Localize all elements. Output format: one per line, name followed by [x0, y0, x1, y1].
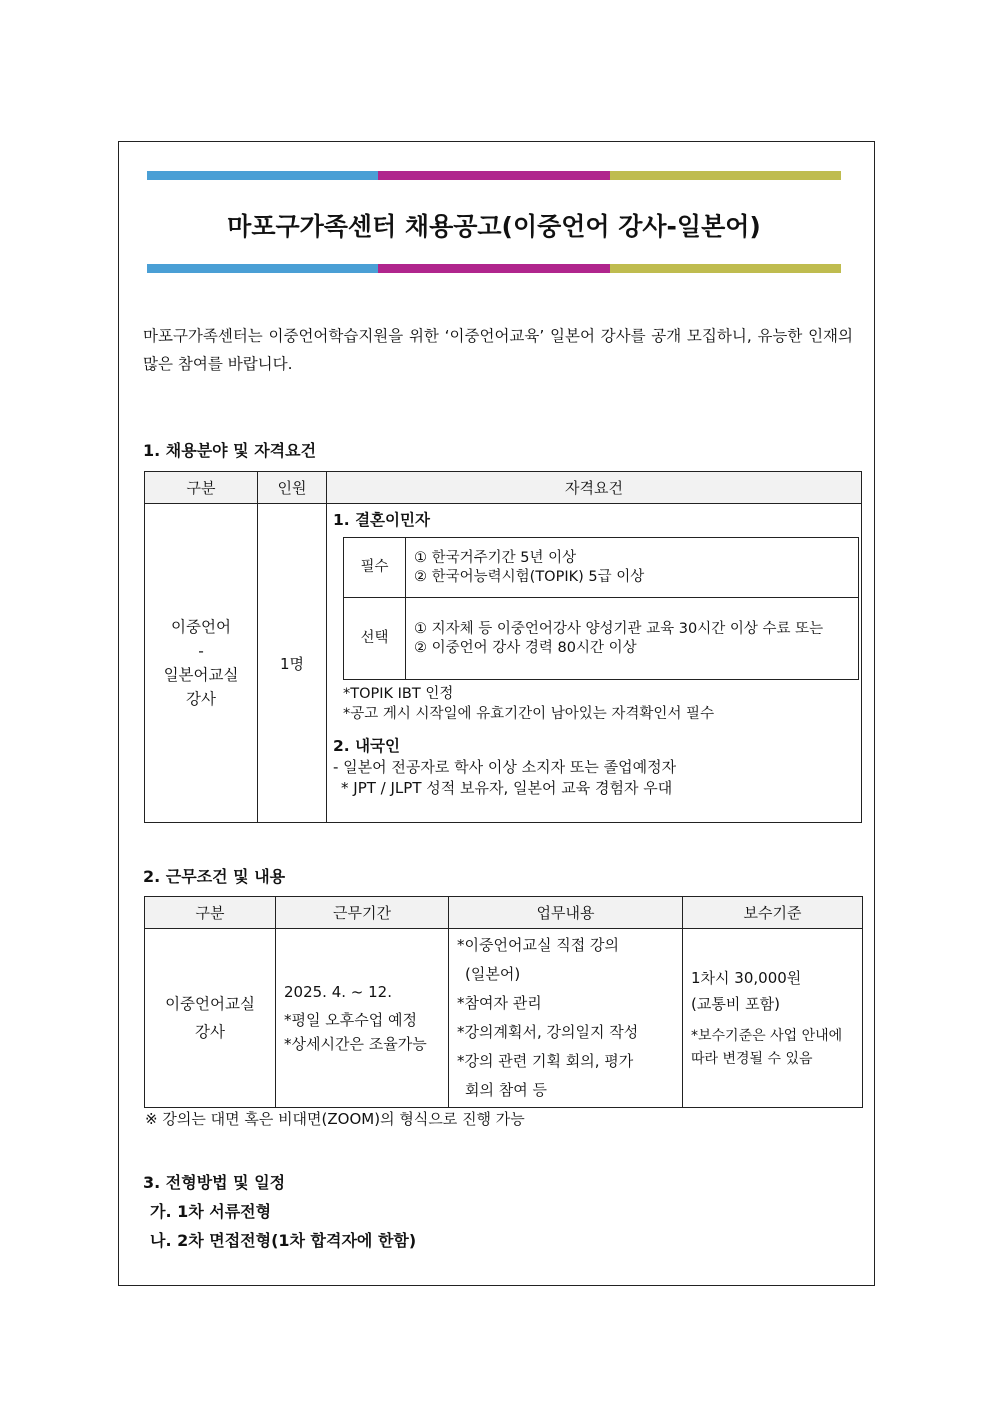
header-count: 인원: [258, 472, 327, 504]
header-category: 구분: [145, 472, 258, 504]
page-title: 마포구가족센터 채용공고(이중언어 강사-일본어): [227, 212, 761, 241]
top-color-bar: [147, 171, 841, 180]
group2-title: 2. 내국인: [333, 737, 400, 755]
note-certificate: *공고 게시 시작일에 유효기간이 남아있는 자격확인서 필수: [343, 706, 715, 722]
count-cell: 1명: [258, 504, 327, 823]
period-cell: 2025. 4. ~ 12. *평일 오후수업 예정 *상세시간은 조율가능: [276, 929, 449, 1108]
category-cell: 이중언어 - 일본어교실 강사: [145, 504, 258, 823]
section3-heading: 3. 전형방법 및 일정: [143, 1173, 286, 1192]
group1-title: 1. 결혼이민자: [333, 511, 430, 529]
pay-cell: 1차시 30,000원 (교통비 포함) *보수기준은 사업 안내에 따라 변경될 수 있음: [683, 929, 863, 1108]
work-condition-table: [144, 896, 863, 1108]
header-category2: 구분: [145, 897, 276, 929]
bottom-color-bar: [147, 264, 841, 273]
work-cell: *이중언어교실 직접 강의 (일본어) *참여자 관리 *강의계획서, 강의일지 작성 *강의 관련 기획 회의, 평가 회의 참여 등: [449, 929, 683, 1108]
required-items: ① 한국거주기간 5년 이상 ② 한국어능력시험(TOPIK) 5급 이상: [406, 538, 859, 598]
group2-item-major: - 일본어 전공자로 학사 이상 소지자 또는 졸업예정자: [333, 758, 677, 776]
step-document-screening: 가. 1차 서류전형: [150, 1202, 272, 1221]
section2-heading: 2. 근무조건 및 내용: [143, 867, 286, 886]
header-pay: 보수기준: [683, 897, 863, 929]
optional-items: ① 지자체 등 이중언어강사 양성기관 교육 30시간 이상 수료 또는 ② 이중언어 강사 경력 80시간 이상: [406, 598, 859, 680]
step-interview: 나. 2차 면접전형(1차 합격자에 한함): [150, 1231, 417, 1250]
header-work: 업무내용: [449, 897, 683, 929]
header-qualification: 자격요건: [327, 472, 862, 504]
intro-paragraph: 마포구가족센터는 이중언어학습지원을 위한 ‘이중언어교육’ 일본어 강사를 공개 모집하니, 유능한 인재의 많은 참여를 바랍니다.: [143, 327, 853, 373]
qualification-table: [144, 471, 862, 823]
category2-cell: 이중언어교실 강사: [145, 929, 276, 1108]
header-period: 근무기간: [276, 897, 449, 929]
remark-note: ※ 강의는 대면 혹은 비대면(ZOOM)의 형식으로 진행 가능: [145, 1110, 525, 1128]
group2-item-preference: * JPT / JLPT 성적 보유자, 일본어 교육 경험자 우대: [341, 779, 673, 797]
marriage-migrant-requirements: [343, 537, 859, 680]
qualification-cell: [327, 504, 862, 823]
required-label: 필수: [344, 538, 406, 598]
section1-heading: 1. 채용분야 및 자격요건: [143, 441, 317, 460]
optional-label: 선택: [344, 598, 406, 680]
note-topik: *TOPIK IBT 인정: [343, 686, 454, 702]
